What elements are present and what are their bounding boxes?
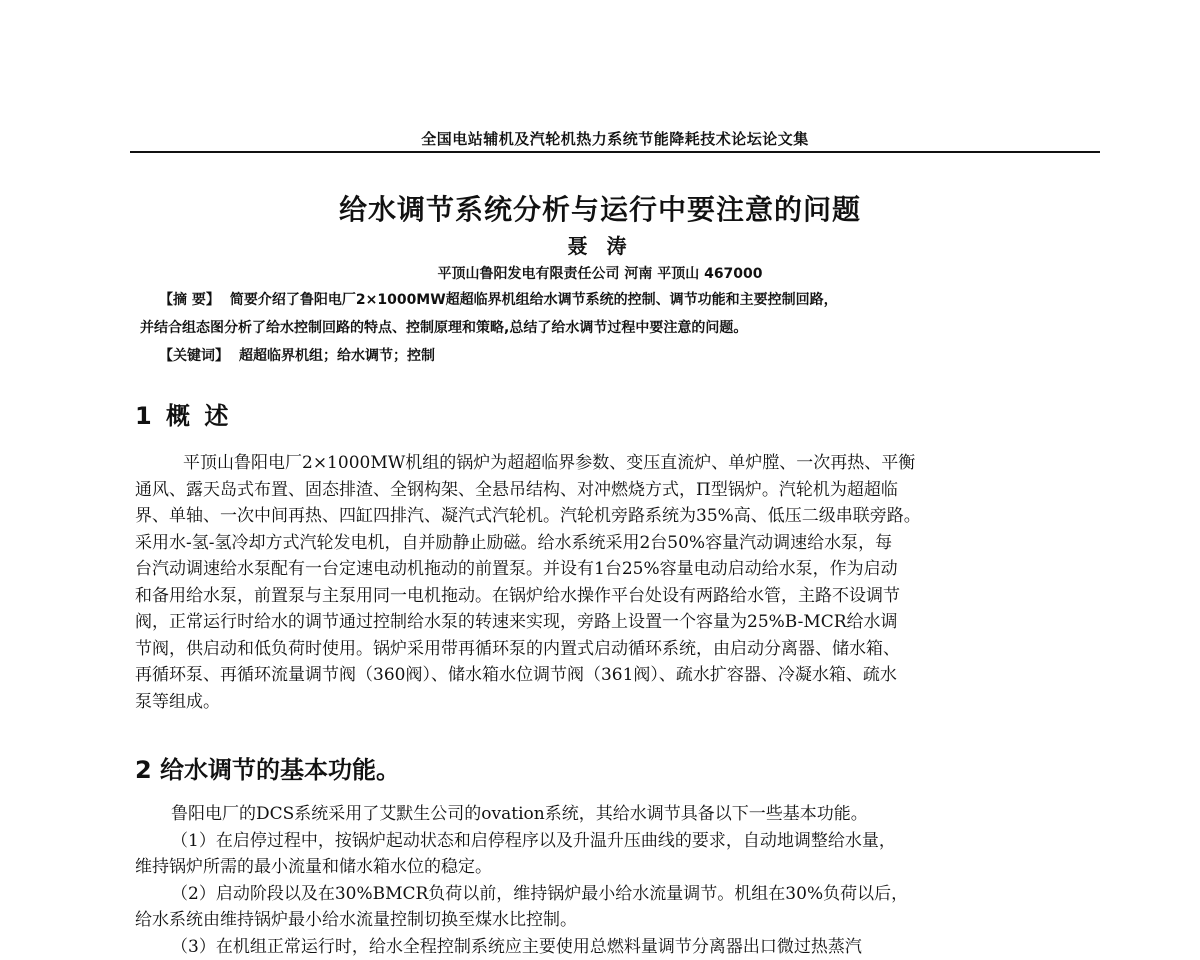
section-1-heading: 1 概 述 xyxy=(135,396,231,431)
section-2-heading: 2 给水调节的基本功能。 xyxy=(135,750,400,785)
section-1-paragraph xyxy=(135,450,1090,715)
section-1-line: 再循环泵、再循环流量调节阀（360阀）、储水箱水位调节阀（361阀）、疏水扩容器、冷凝水箱、疏水 xyxy=(135,662,1090,689)
keywords-line xyxy=(159,342,1099,370)
section-2-line: 给水系统由维持锅炉最小给水流量控制切换至煤水比控制。 xyxy=(135,907,1090,934)
section-1-line: 台汽动调速给水泵配有一台定速电动机拖动的前置泵。并设有1台25%容量电动启动给水泵，作为启动 xyxy=(135,556,1090,583)
section-2-line: （3）在机组正常运行时，给水全程控制系统应主要使用总燃料量调节分离器出口微过热蒸汽 xyxy=(135,934,1090,960)
affiliation: 平顶山鲁阳发电有限责任公司 河南 平顶山 467000 xyxy=(130,263,1070,283)
abstract-line-2: 并结合组态图分析了给水控制回路的特点、控制原理和策略,总结了给水调节过程中要注意的问题。 xyxy=(140,314,1100,342)
section-2-line: 维持锅炉所需的最小流量和储水箱水位的稳定。 xyxy=(135,854,1090,881)
author-name: 聂 涛 xyxy=(130,230,1070,259)
keywords-text: 超超临界机组；给水调节；控制 xyxy=(239,348,435,364)
section-1-line: 和备用给水泵，前置泵与主泵用同一电机拖动。在锅炉给水操作平台处设有两路给水管，主路不设调节 xyxy=(135,583,1090,610)
section-1-line: 节阀，供启动和低负荷时使用。锅炉采用带再循环泵的内置式启动循环系统，由启动分离器、储水箱、 xyxy=(135,636,1090,663)
abstract-text-1: 简要介绍了鲁阳电厂2×1000MW超超临界机组给水调节系统的控制、调节功能和主要控制回路， xyxy=(230,292,838,308)
section-1-line: 阀，正常运行时给水的调节通过控制给水泵的转速来实现，旁路上设置一个容量为25%B-MCR给水调 xyxy=(135,609,1090,636)
section-1-line: 采用水-氢-氢冷却方式汽轮发电机，自并励静止励磁。给水系统采用2台50%容量汽动调速给水泵，每 xyxy=(135,530,1090,557)
section-1-line: 界、单轴、一次中间再热、四缸四排汽、凝汽式汽轮机。汽轮机旁路系统为35%高、低压二级串联旁路。 xyxy=(135,503,1090,530)
section-1-line: 平顶山鲁阳电厂2×1000MW机组的锅炉为超超临界参数、变压直流炉、单炉膛、一次再热、平衡 xyxy=(135,450,1090,477)
section-2-paragraph xyxy=(135,801,1090,960)
header-rule xyxy=(130,151,1100,153)
abstract-label: 【摘 要】 xyxy=(159,292,220,308)
section-1-line: 通风、露天岛式布置、固态排渣、全钢构架、全悬吊结构、对冲燃烧方式，Π型锅炉。汽轮机为超超临 xyxy=(135,477,1090,504)
section-1-line: 泵等组成。 xyxy=(135,689,1090,716)
paper-title: 给水调节系统分析与运行中要注意的问题 xyxy=(130,188,1070,228)
keywords-label: 【关键词】 xyxy=(159,348,229,364)
section-2-line: （1）在启停过程中，按锅炉起动状态和启停程序以及升温升压曲线的要求，自动地调整给水量， xyxy=(135,828,1090,855)
section-2-line: （2）启动阶段以及在30%BMCR负荷以前，维持锅炉最小给水流量调节。机组在30%负荷以后， xyxy=(135,881,1090,908)
abstract-line-1 xyxy=(159,286,1099,314)
section-2-line: 鲁阳电厂的DCS系统采用了艾默生公司的ovation系统，其给水调节具备以下一些基本功能。 xyxy=(135,801,1090,828)
running-header: 全国电站辅机及汽轮机热力系统节能降耗技术论坛论文集 xyxy=(130,128,1100,149)
